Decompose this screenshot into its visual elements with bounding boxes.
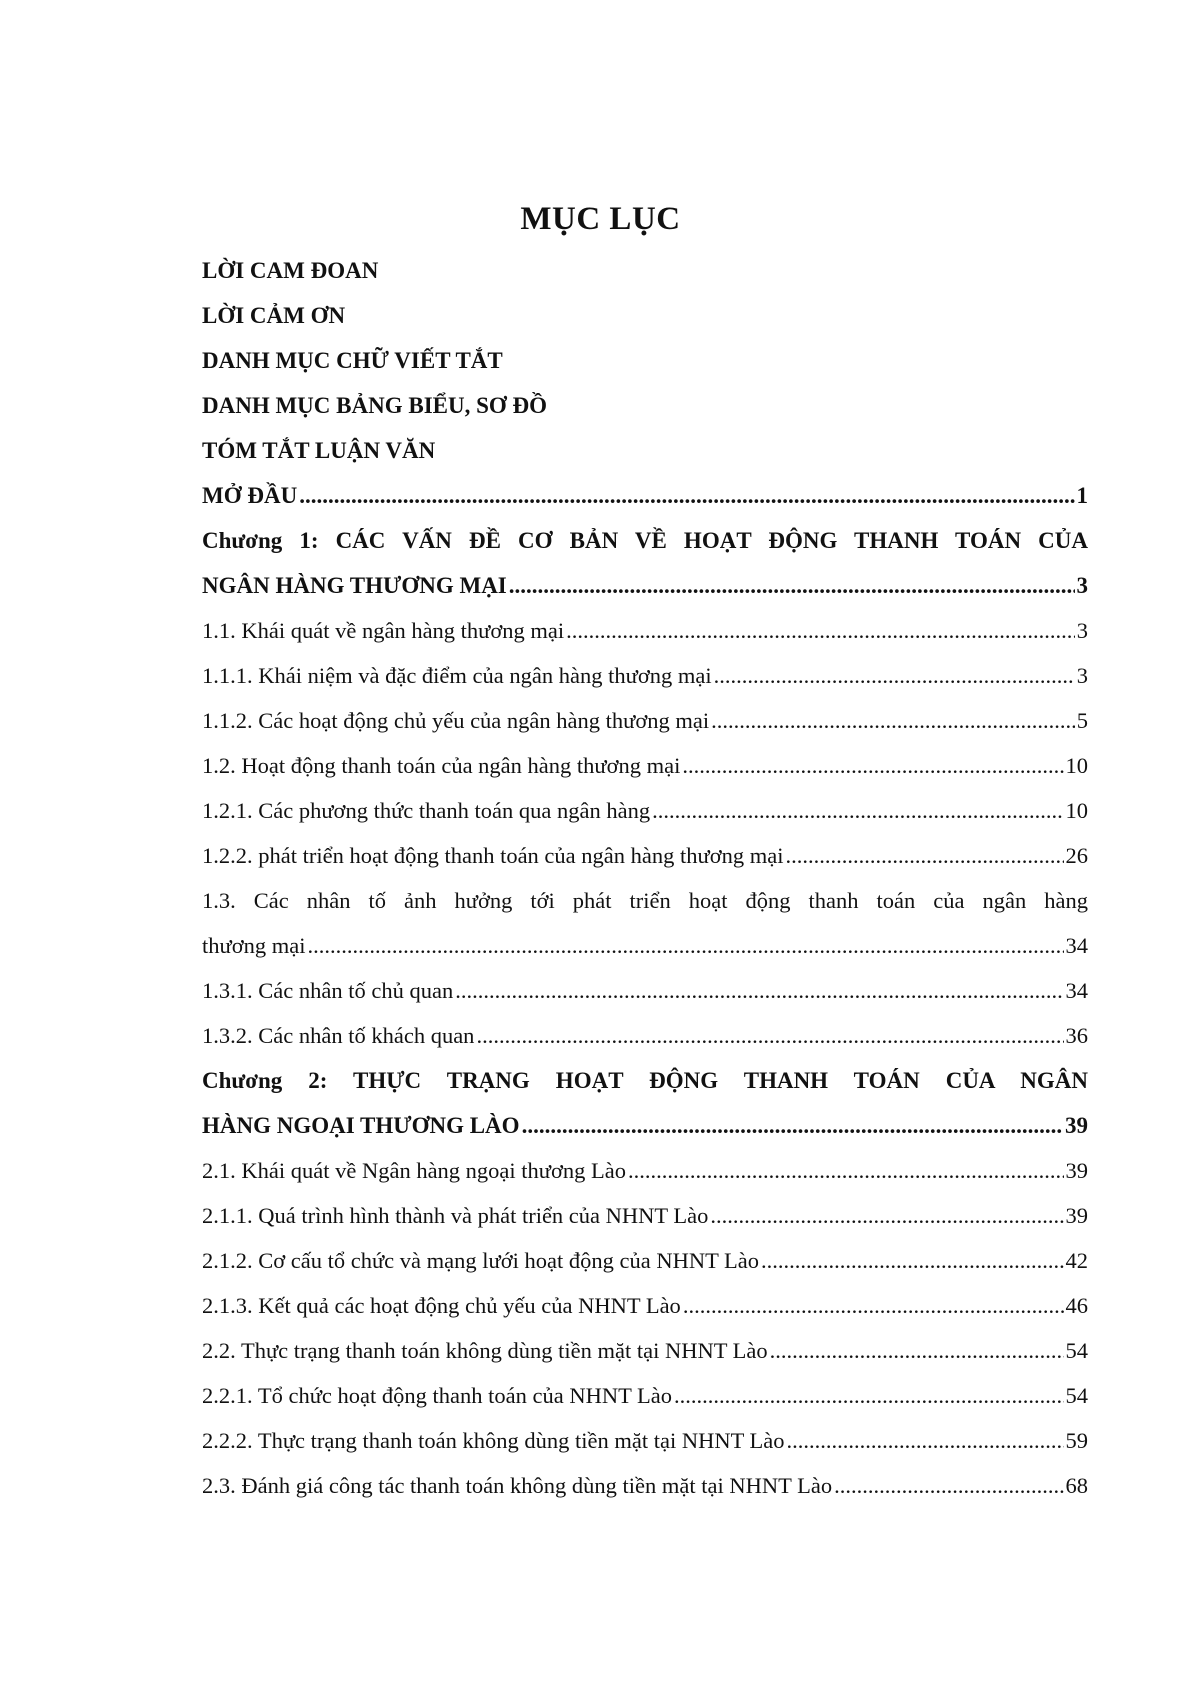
toc-entry <box>202 518 1088 563</box>
toc-dot-leader <box>787 1418 1064 1463</box>
toc-dot-leader <box>770 1328 1064 1373</box>
toc-dot-leader <box>628 1148 1064 1193</box>
toc-page-number: 46 <box>1065 1293 1088 1318</box>
toc-dot-leader <box>674 1373 1063 1418</box>
toc-entry <box>202 1238 1088 1283</box>
toc-entry <box>202 1283 1088 1328</box>
toc-dot-leader <box>834 1463 1063 1508</box>
toc-entry-label: 2.2.1. Tổ chức hoạt động thanh toán của NHNT Lào <box>202 1383 673 1408</box>
toc-entry <box>202 788 1088 833</box>
toc-entry <box>202 743 1088 788</box>
toc-entry <box>202 473 1088 518</box>
toc-entry-label: 1.2. Hoạt động thanh toán của ngân hàng thương mại <box>202 753 681 778</box>
toc-dot-leader <box>299 473 1074 518</box>
toc-entry <box>202 293 1088 338</box>
toc-dot-leader <box>522 1103 1063 1148</box>
toc-entry <box>202 248 1088 293</box>
toc-dot-leader <box>307 923 1063 968</box>
toc-entry-label: 2.1. Khái quát về Ngân hàng ngoại thương Lào <box>202 1158 626 1183</box>
toc-page-number: 3 <box>1076 663 1088 688</box>
toc-entry-label: DANH MỤC CHỮ VIẾT TẮT <box>202 348 503 373</box>
toc-entry-label: 1.1.1. Khái niệm và đặc điểm của ngân hàng thương mại <box>202 663 712 688</box>
toc-page-number: 5 <box>1076 708 1088 733</box>
toc-entry-label: HÀNG NGOẠI THƯƠNG LÀO <box>202 1113 520 1138</box>
toc-entry <box>202 968 1088 1013</box>
toc-page-number: 68 <box>1065 1473 1088 1498</box>
toc-entry <box>202 923 1088 968</box>
toc-page-number: 54 <box>1065 1338 1088 1363</box>
toc-dot-leader <box>509 563 1075 608</box>
toc-entry-label: 2.3. Đánh giá công tác thanh toán không dùng tiền mặt tại NHNT Lào <box>202 1473 833 1498</box>
toc-dot-leader <box>785 833 1063 878</box>
toc-page-number: 42 <box>1065 1248 1088 1273</box>
toc-page-number: 3 <box>1076 573 1088 598</box>
toc-entry <box>202 1148 1088 1193</box>
toc-dot-leader <box>566 608 1075 653</box>
toc-dot-leader <box>682 743 1063 788</box>
toc-entry <box>202 698 1088 743</box>
toc-dot-leader <box>711 698 1075 743</box>
toc-entry <box>202 428 1088 473</box>
toc-entry <box>202 1373 1088 1418</box>
toc-entry-label: 1.2.2. phát triển hoạt động thanh toán của ngân hàng thương mại <box>202 843 784 868</box>
toc-page-number: 10 <box>1065 753 1088 778</box>
toc-entry <box>202 1193 1088 1238</box>
toc-entry <box>202 383 1088 428</box>
toc-entry <box>202 1103 1088 1148</box>
toc-entry-label: LỜI CẢM ƠN <box>202 303 346 328</box>
toc-entry-label: MỞ ĐẦU <box>202 483 298 508</box>
toc-entry <box>202 878 1088 923</box>
toc-page-number: 36 <box>1065 1023 1088 1048</box>
toc-entry-label: 2.1.1. Quá trình hình thành và phát triển của NHNT Lào <box>202 1203 709 1228</box>
toc-entry <box>202 608 1088 653</box>
toc-page-number: 26 <box>1065 843 1088 868</box>
toc-page-number: 3 <box>1076 618 1088 643</box>
toc-entry-label: 1.2.1. Các phương thức thanh toán qua ngân hàng <box>202 798 651 823</box>
toc-entry <box>202 653 1088 698</box>
toc-entry <box>202 1418 1088 1463</box>
toc-entry-label: Chương 2: THỰC TRẠNG HOẠT ĐỘNG THANH TOÁN CỦA NGÂN <box>202 1068 1088 1093</box>
toc-entry <box>202 833 1088 878</box>
toc-entry-label: DANH MỤC BẢNG BIỂU, SƠ ĐỒ <box>202 393 548 418</box>
table-of-contents <box>202 248 1088 1508</box>
toc-dot-leader <box>683 1283 1064 1328</box>
toc-entry-label: 2.2.2. Thực trạng thanh toán không dùng tiền mặt tại NHNT Lào <box>202 1428 785 1453</box>
toc-page-number: 34 <box>1065 933 1088 958</box>
toc-dot-leader <box>652 788 1063 833</box>
toc-entry-label: thương mại <box>202 933 306 958</box>
toc-page-number: 39 <box>1065 1203 1088 1228</box>
page-title: MỤC LỤC <box>520 201 681 237</box>
toc-entry <box>202 338 1088 383</box>
toc-entry-label: 1.3.1. Các nhân tố chủ quan <box>202 978 454 1003</box>
toc-entry-label: 2.2. Thực trạng thanh toán không dùng tiền mặt tại NHNT Lào <box>202 1338 768 1363</box>
toc-page-number: 1 <box>1076 483 1088 508</box>
toc-page-number: 39 <box>1065 1158 1088 1183</box>
toc-dot-leader <box>710 1193 1063 1238</box>
toc-entry-label: 1.1. Khái quát về ngân hàng thương mại <box>202 618 565 643</box>
toc-entry-label: TÓM TẮT LUẬN VĂN <box>202 438 436 463</box>
toc-dot-leader <box>455 968 1063 1013</box>
toc-entry <box>202 1013 1088 1058</box>
toc-page-number: 10 <box>1065 798 1088 823</box>
toc-entry-label: LỜI CAM ĐOAN <box>202 258 379 283</box>
toc-entry-label: 2.1.2. Cơ cấu tổ chức và mạng lưới hoạt động của NHNT Lào <box>202 1248 760 1273</box>
toc-entry-label: 1.3.2. Các nhân tố khách quan <box>202 1023 475 1048</box>
toc-entry <box>202 1463 1088 1508</box>
toc-dot-leader <box>761 1238 1063 1283</box>
toc-entry <box>202 563 1088 608</box>
toc-entry-label: 1.3. Các nhân tố ảnh hưởng tới phát triển hoạt động thanh toán của ngân hàng <box>202 888 1088 913</box>
toc-dot-leader <box>476 1013 1063 1058</box>
toc-dot-leader <box>714 653 1075 698</box>
toc-entry-label: 1.1.2. Các hoạt động chủ yếu của ngân hàng thương mại <box>202 708 710 733</box>
toc-page-number: 34 <box>1065 978 1088 1003</box>
toc-entry <box>202 1328 1088 1373</box>
toc-page-number: 39 <box>1065 1113 1088 1138</box>
toc-entry-label: 2.1.3. Kết quả các hoạt động chủ yếu của NHNT Lào <box>202 1293 681 1318</box>
toc-page-number: 54 <box>1065 1383 1088 1408</box>
toc-page-number: 59 <box>1065 1428 1088 1453</box>
toc-entry <box>202 1058 1088 1103</box>
toc-entry-label: Chương 1: CÁC VẤN ĐỀ CƠ BẢN VỀ HOẠT ĐỘNG THANH TOÁN CỦA <box>202 528 1088 553</box>
toc-entry-label: NGÂN HÀNG THƯƠNG MẠI <box>202 573 507 598</box>
